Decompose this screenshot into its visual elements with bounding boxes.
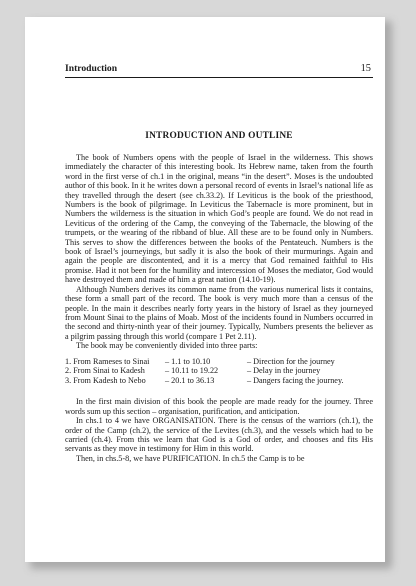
outline-item [65,366,373,376]
outline-refs: – 20.1 to 36.13 [165,375,215,385]
paragraph: In the first main division of this book the people are made ready for the journey. Three words sum up this section – organisation, purification, and anticipation. [65,397,373,416]
chapter-heading: INTRODUCTION AND OUTLINE [145,131,293,141]
outline-item [65,376,373,386]
outline-desc: – Dangers facing the journey. [247,375,344,385]
paragraph: The book of Numbers opens with the people of Israel in the wilderness. This shows immediately the character of this interesting book. Its Hebrew name, taken from the fourth word in the first verse of ch.1 in the original, means “in the desert”. Moses is the undoubted author of this book. In it he writes down a personal record of events in Israel’s national life as they travelled through the desert (see ch.33.2). If Leviticus is the book of the priesthood, Numbers is the book of pilgrimage. In Leviticus the Tabernacle is more prominent, but in Numbers the wilderness is the situation in which God’s people are found. We do not read in Leviticus of the ordering of the Camp, the conveying of the Tabernacle, the blowing of the trumpets, or the wearing of the ribband of blue. All these are to be found only in Numbers. This serves to show the differences between the books of the Pentateuch. Numbers is the book of Israel’s journeyings, but sadly it is also the book of their murmurings. Again and again the people are discontented, and it is a mercy that God remained faithful to His promise. Had it not been for the humility and intercession of Moses the mediator, God would have destroyed them and made of him a great nation (14.10-19). [65,153,373,285]
book-page [25,17,385,562]
outline-refs: – 1.1 to 10.10 [165,356,211,366]
section-gap [65,385,373,397]
paragraph: Although Numbers derives its common name from the various numerical lists it contains, these form a small part of the record. The book is very much more than a census of the people. In the main it describes nearly forty years in the history of Israel as they journeyed from Mount Sinai to the plains of Moab. Most of the incidents found in Numbers occurred in the second and thirty-ninth year of their journey. Typically, Numbers presents the believer as a pilgrim passing through this world (compare 1 Pet 2.11). [65,284,373,341]
outline-list [65,357,373,386]
outline-desc: – Delay in the journey [247,366,321,376]
paragraph: In chs.1 to 4 we have ORGANISATION. There is the census of the warriors (ch.1), the order of the Camp (ch.2), the service of the Levites (ch.3), and the vessels which had to be carried (ch.4). From this we learn that God is a God of order, and chooses and fits His servants as they move in testimony for Him in this world. [65,416,373,454]
running-head [65,63,373,78]
outline-refs: – 10.11 to 19.22 [165,366,219,376]
body-text [65,153,373,463]
paragraph: Then, in chs.5-8, we have PURIFICATION. In ch.5 the Camp is to be [76,453,305,463]
outline-route: 2. From Sinai to Kadesh [65,366,145,376]
outline-item [65,357,373,367]
paragraph: The book may be conveniently divided into three parts: [76,341,258,351]
page-number: 15 [360,63,371,74]
outline-desc: – Direction for the journey [247,356,335,366]
outline-route: 1. From Rameses to Sinai [65,356,150,366]
outline-route: 3. From Kadesh to Nebo [65,375,146,385]
running-head-title: Introduction [65,63,118,74]
